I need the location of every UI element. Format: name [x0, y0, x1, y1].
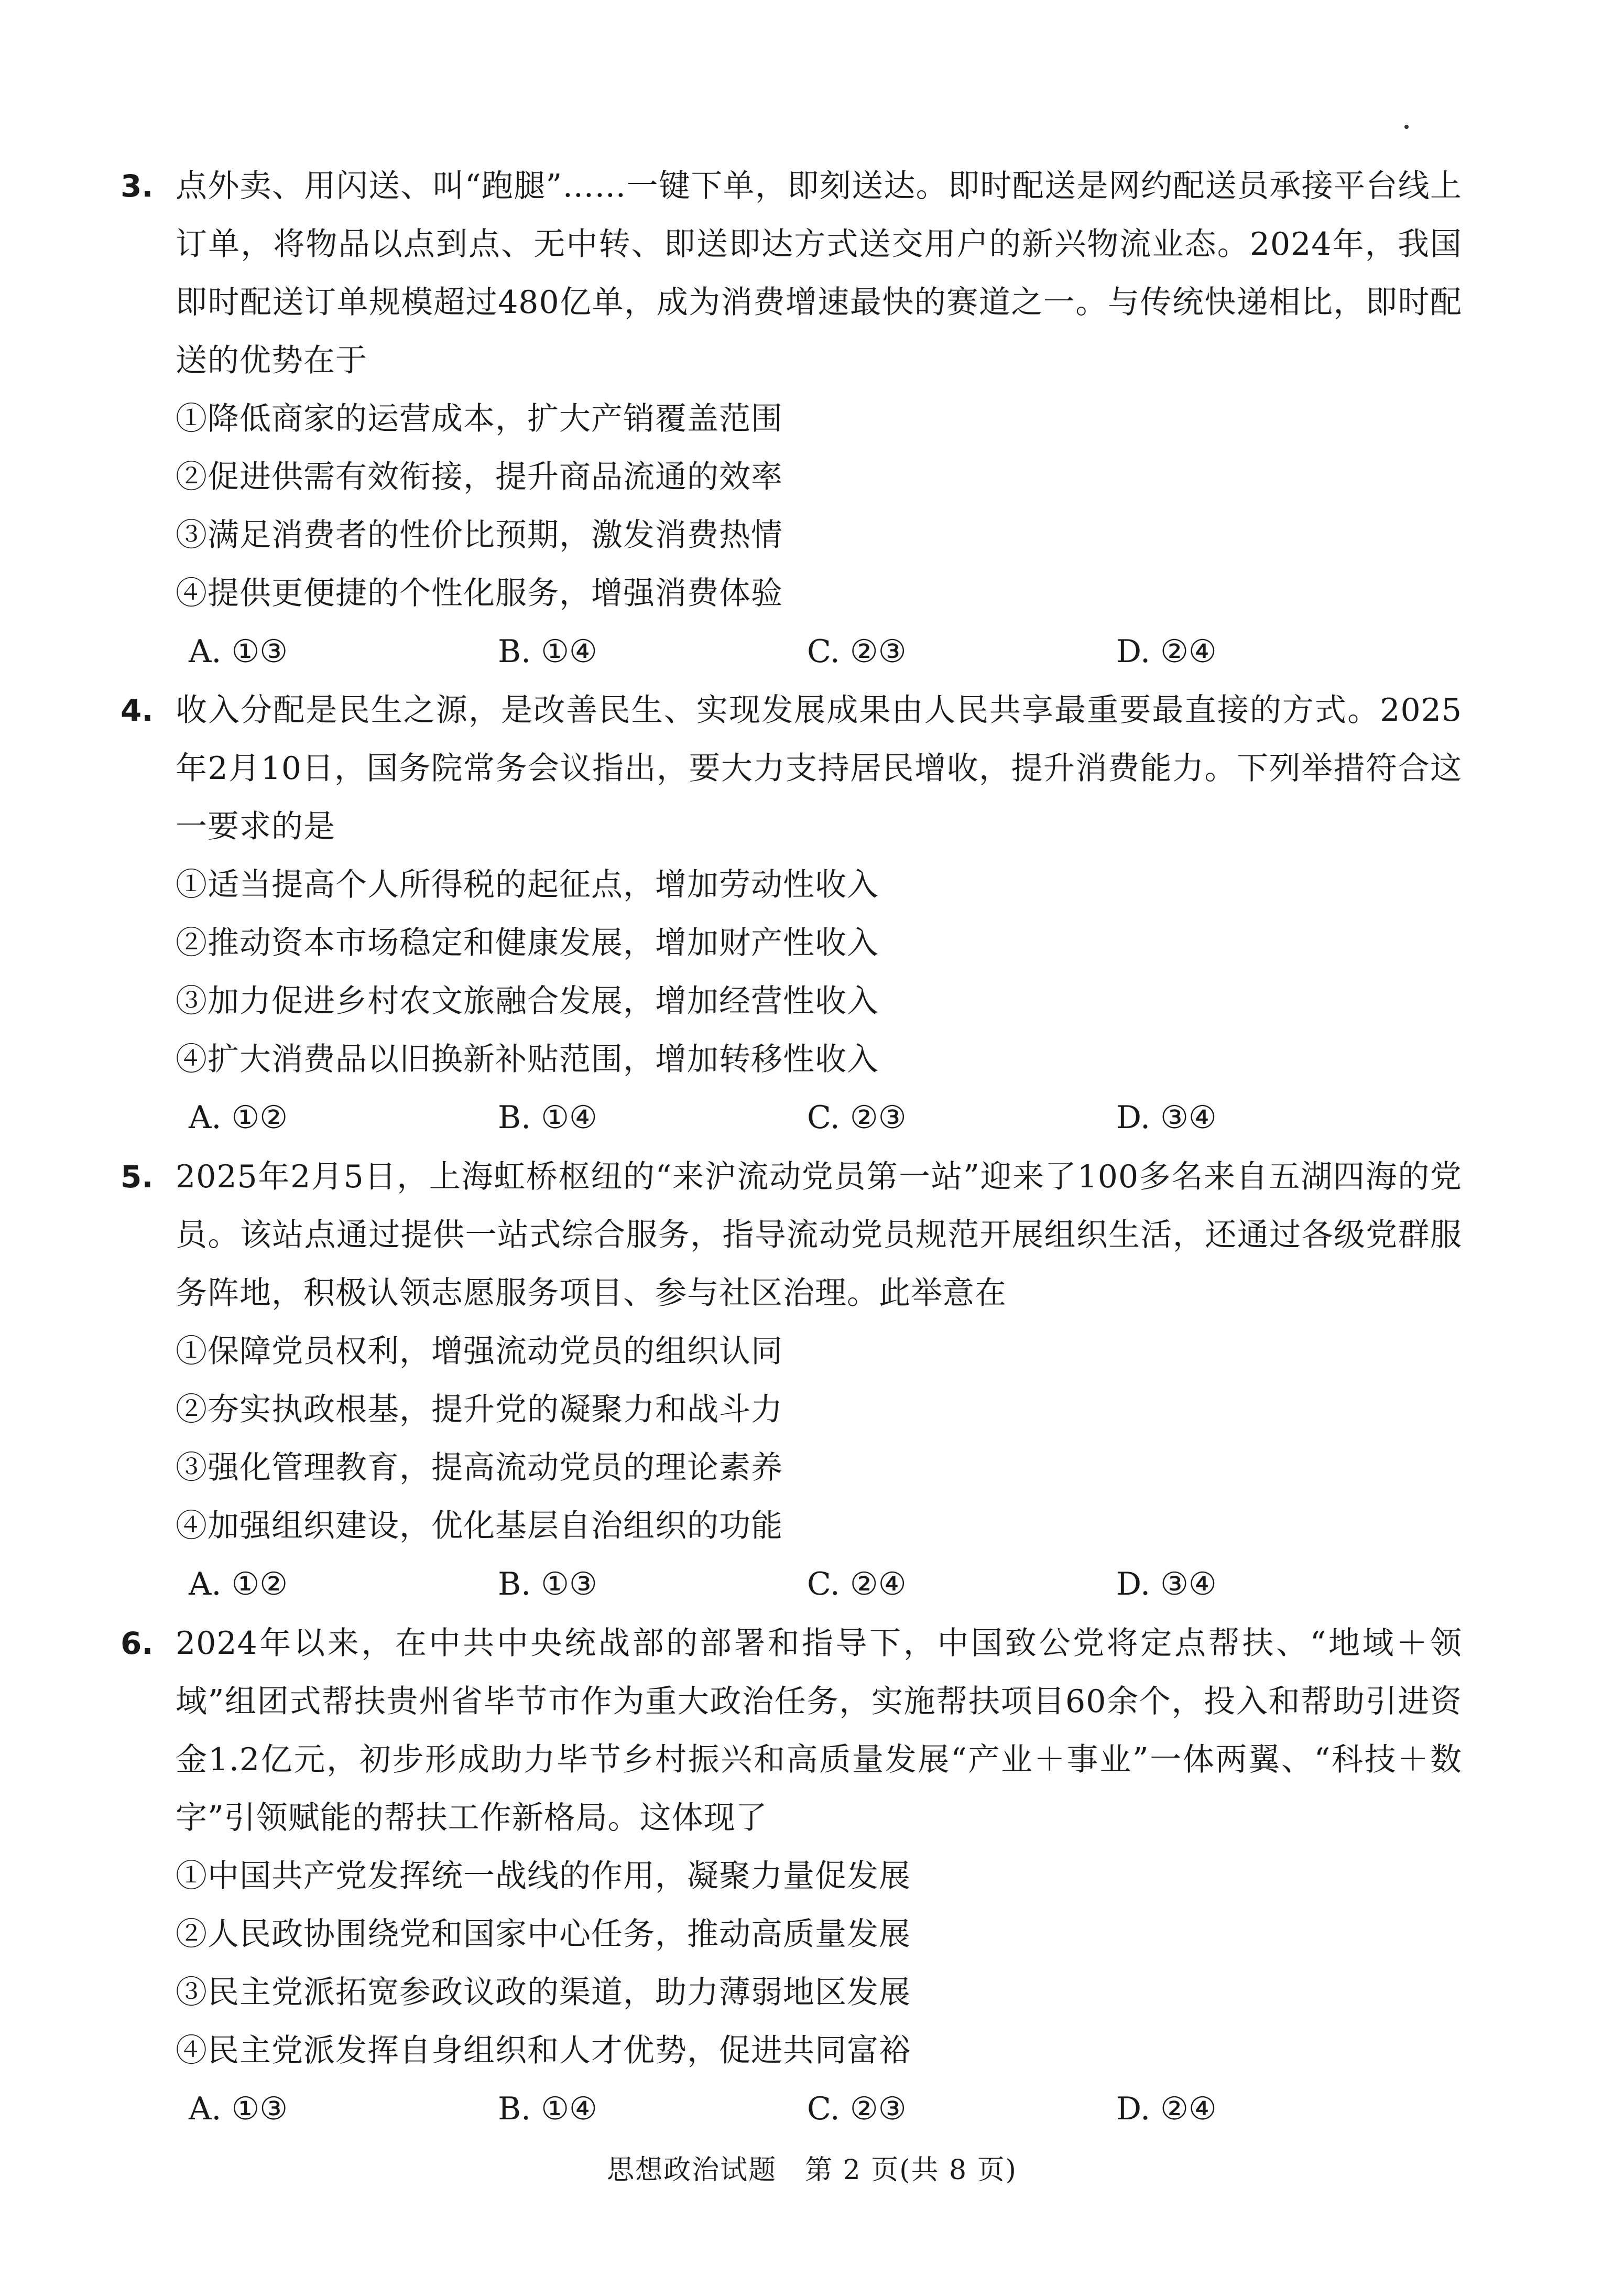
- question-stem: 2024年以来，在中共中央统战部的部署和指导下，中国致公党将定点帮扶、“地域＋领域”组团式帮扶贵州省毕节市作为重大政治任务，实施帮扶项目60余个，投入和帮助引进资金1.2亿元，初步形成助力毕节乡村振兴和高质量发展“产业＋事业”一体两翼、“科技＋数字”引领赋能的帮扶工作新格局。这体现了: [176, 1625, 1462, 1836]
- choice-a: A. ①②: [189, 1566, 288, 1602]
- choice-c: C. ②③: [807, 1099, 907, 1136]
- statement-option: ②夯实执政根基，提升党的凝聚力和战斗力: [176, 1391, 783, 1428]
- statement-option: ①降低商家的运营成本，扩大产销覆盖范围: [176, 400, 783, 437]
- choice-b: B. ①④: [498, 633, 597, 670]
- question-stem: 收入分配是民生之源，是改善民生、实现发展成果由人民共享最重要最直接的方式。2025年2月10日，国务院常务会议指出，要大力支持居民增收，提升消费能力。下列举措符合这一要求的是: [176, 692, 1462, 845]
- question-stem: 2025年2月5日，上海虹桥枢纽的“来沪流动党员第一站”迎来了100多名来自五湖四海的党员。该站点通过提供一站式综合服务，指导流动党员规范开展组织生活，还通过各级党群服务阵地，积极认领志愿服务项目、参与社区治理。此举意在: [176, 1158, 1462, 1312]
- scan-dot: [1404, 125, 1409, 129]
- statement-option: ④加强组织建设，优化基层自治组织的功能: [176, 1508, 783, 1544]
- statement-option: ②推动资本市场稳定和健康发展，增加财产性收入: [176, 925, 879, 961]
- choice-d: D. ③④: [1116, 1566, 1217, 1602]
- question-5: [121, 1148, 1462, 1613]
- question-number: 6.: [121, 1626, 154, 1661]
- question-number: 4.: [121, 692, 154, 728]
- choice-d: D. ②④: [1116, 633, 1217, 670]
- statement-option: ④民主党派发挥自身组织和人才优势，促进共同富裕: [176, 2032, 911, 2069]
- page-footer: 思想政治试题 第 2 页(共 8 页): [607, 2154, 1017, 2186]
- statement-option: ③满足消费者的性价比预期，激发消费热情: [176, 517, 783, 554]
- question-6: [121, 1615, 1462, 2138]
- statement-option: ①中国共产党发挥统一战线的作用，凝聚力量促发展: [176, 1858, 911, 1894]
- statement-option: ③强化管理教育，提高流动党员的理论素养: [176, 1449, 783, 1486]
- statement-option: ③加力促进乡村农文旅融合发展，增加经营性收入: [176, 983, 879, 1020]
- choice-b: B. ①④: [498, 2091, 597, 2127]
- choice-d: D. ②④: [1116, 2091, 1217, 2127]
- statement-option: ②促进供需有效衔接，提升商品流通的效率: [176, 459, 783, 495]
- statement-option: ②人民政协围绕党和国家中心任务，推动高质量发展: [176, 1916, 911, 1953]
- question-4: [121, 681, 1462, 1147]
- choice-b: B. ①③: [498, 1566, 597, 1602]
- choice-c: C. ②④: [807, 1566, 907, 1602]
- choice-c: C. ②③: [807, 633, 907, 670]
- question-stem: 点外卖、用闪送、叫“跑腿”……一键下单，即刻送达。即时配送是网约配送员承接平台线上订单，将物品以点到点、无中转、即送即达方式送交用户的新兴物流业态。2024年，我国即时配送订单规模超过480亿单，成为消费增速最快的赛道之一。与传统快递相比，即时配送的优势在于: [176, 168, 1462, 379]
- statement-option: ①保障党员权利，增强流动党员的组织认同: [176, 1333, 783, 1370]
- statement-option: ④扩大消费品以旧换新补贴范围，增加转移性收入: [176, 1041, 879, 1078]
- choice-b: B. ①④: [498, 1099, 597, 1136]
- answer-choices: [189, 623, 1462, 681]
- choice-a: A. ①③: [189, 2091, 288, 2127]
- answer-choices: [189, 1089, 1462, 1147]
- choice-c: C. ②③: [807, 2091, 907, 2127]
- statement-option: ④提供更便捷的个性化服务，增强消费体验: [176, 575, 783, 612]
- statement-option: ③民主党派拓宽参政议政的渠道，助力薄弱地区发展: [176, 1974, 911, 2011]
- choice-d: D. ③④: [1116, 1099, 1217, 1136]
- choice-a: A. ①③: [189, 633, 288, 670]
- answer-choices: [189, 2080, 1462, 2138]
- choice-a: A. ①②: [189, 1099, 288, 1136]
- question-number: 3.: [121, 168, 154, 204]
- question-3: [121, 157, 1462, 681]
- question-number: 5.: [121, 1159, 154, 1195]
- statement-option: ①适当提高个人所得税的起征点，增加劳动性收入: [176, 867, 879, 903]
- answer-choices: [189, 1555, 1462, 1613]
